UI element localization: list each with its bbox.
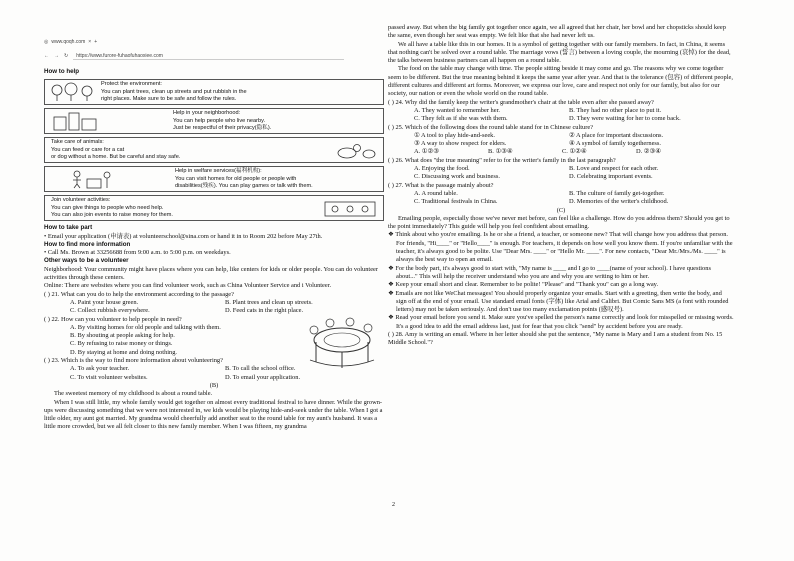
passage-c-tip: ❖ Keep your email short and clear. Remember to be polite! "Please" and "Thank you" can go a long way. [388,281,659,289]
option[interactable]: B. The culture of family get-together. [569,189,665,197]
question-24 [388,99,734,124]
option[interactable]: A. A round table. [414,189,458,197]
option[interactable]: A. They wanted to remember her. [414,106,500,114]
option: ① A tool to play hide-and-seek. [414,131,495,139]
option[interactable]: D. Celebrating important events. [569,173,653,181]
option[interactable]: D. Memories of the writer's childhood. [569,198,669,206]
round-table-illustration [306,310,378,372]
box-title: Protect the environment: [101,81,162,88]
question-stem: ( ) 26. What does "the true meaning" refer to for the writer's family in the last paragraph? [388,156,616,164]
option[interactable]: A. ①②③ [414,148,439,156]
option[interactable]: B. ①③④ [488,148,513,156]
passage-c-tip: ❖ Emails are not like WeChat messages! You should properly organize your emails. Start with a greeting, then write the body, and sign off at the end of your email. Use standard email fonts (字体) like Arial and Calibri. But Comic Sans MS (a font with rounded letters) may not be taken seriously. And don't use too many exclamation points (感叹号). [388,289,729,314]
question-stem: ( ) 24. Why did the family keep the writer's grandmother's chair at the table even after she passed away? [388,98,654,106]
box-line: You can feed or care for a cat [51,146,125,153]
option[interactable]: B. They had no other place to put it. [569,106,662,114]
url-field[interactable]: https://www.furore-fuhaofuhaoxiee.com [73,53,344,60]
box-title: Take care of animals: [51,139,104,146]
option: ③ A way to show respect for elders. [414,140,507,148]
box-title: Help in welfare services(福利机构): [175,168,262,175]
box-line: Just be respectful of their privacy(隐私). [173,125,272,132]
passage-c-tip: ❖ For the body part, it's always good to start with, "My name is ____ and I go to ____(name of your school). I have questions about..." This will help the receiver understand who you are and why you are writing to him or her. [388,264,711,280]
section-c-label: (C) [556,206,566,214]
question-stem: ( ) 27. What is the passage mainly about? [388,181,494,189]
section-b-label: (B) [209,381,219,389]
left-column [44,68,384,432]
close-icon[interactable]: × [88,38,92,45]
option[interactable]: D. ②③④ [636,148,661,156]
passage-c-intro: Emailing people, especially those we've never met before, can feel like a challenge. How do you address them? Should you get to the point immediately? This guide will help you feel confident about emailing. [388,214,730,231]
option[interactable]: D. To email your application. [225,373,301,381]
help-box-environment [44,79,384,105]
option[interactable]: D. By staying at home and doing nothing. [70,348,178,356]
option[interactable]: B. Love and respect for each other. [569,165,659,173]
neighborhood-text: Neighborhood: Your community might have places where you can help, like centers for kids or older people. You can do volunteer activities through these centers. [44,265,379,282]
browser-screenshot [44,36,344,64]
question-22-block [44,316,384,357]
passage-b-paragraph: The food on the table may change with time. The people sitting beside it may come and go. The reasons why we come together seem to be different. But the true meaning behind it keeps the same year after year. And that is the tolerance (包容) of different people, different cultures and different art forms. Moreover, we express our love, care and respect not only for our family, but also for our society, our nation or even the whole world on the round table. [388,65,733,98]
new-tab-icon[interactable]: + [94,38,98,45]
donation-icon [321,198,379,218]
option[interactable]: A. To ask your teacher. [70,365,130,373]
online-text: Online: There are websites where you can find volunteer work, such as China Volunteer Service and i Volunteer. [44,282,332,290]
right-column [388,24,734,348]
passage-b-paragraph: When I was still little, my whole family would get together on almost every traditional festival to have dinner. While the grown-ups were discussing something that we were not interested in, we kids would be playing hide-and-seek under the table. When I got a little older, my aunt got married. My grandma would cheerfully add another seat to the round table for my aunt's husband. It was a little more crowded, but we all felt closer to this new family member. When I was fifteen, my grandma [44,398,383,431]
option: ② A place for important discussions. [569,131,664,139]
tab-title: www.qoqh.com [51,38,86,45]
help-box-animals [44,137,384,163]
question-27 [388,182,734,207]
option[interactable]: C. By refusing to raise money or things. [70,340,173,348]
find-info-heading: How to find more information [44,240,131,248]
help-box-welfare [44,166,384,192]
option[interactable]: C. Traditional festivals in China. [414,198,498,206]
option[interactable]: B. Plant trees and clean up streets. [225,298,313,306]
passage-c-tip: ❖ Read your email before you send it. Make sure you've spelled the person's name correctly and look for misspelled or missing words. It's a good idea to add the email address last, just for fear that you click "send" by accident before you are ready. [388,314,734,330]
find-info-text: • Call Ms. Brown at 33256688 from 9:00 a.m. to 5:00 p.m. on weekdays. [44,249,231,257]
animals-icon [333,140,381,160]
browser-tab[interactable] [44,39,97,45]
box-line: You can also join events to raise money for them. [51,212,173,219]
question-28-stem: ( ) 28. Amy is writing an email. Where in her letter should she put the sentence, "My name is Mary and I am a student from No. 15 Middle School."? [388,330,723,347]
houses-icon [51,111,99,131]
globe-icon: ◎ [44,38,49,45]
help-box-neighborhood [44,108,384,134]
question-26 [388,157,734,182]
option[interactable]: A. Paint your house green. [70,298,139,306]
other-ways-heading: Other ways to be a volunteer [44,257,129,265]
box-line: You can plant trees, clean up streets and put rubbish in the [101,88,247,95]
question-stem: ( ) 23. Which is the way to find more information about volunteering? [44,357,223,365]
trees-icon [49,82,97,102]
option[interactable]: D. They were waiting for her to come back. [569,115,681,123]
option[interactable]: C. They felt as if she was with them. [414,115,508,123]
option[interactable]: A. By visiting homes for old people and talking with them. [70,323,221,331]
how-to-help-heading: How to help [44,68,80,75]
box-line: right places. Make sure to be safe and follow the rules. [101,96,237,103]
box-line: You can visit homes for old people or people with [175,175,297,182]
option[interactable]: C. Collect rubbish everywhere. [70,307,150,315]
passage-b-paragraph: passed away. But when the big family got together once again, we all agreed that her chair, her bowl and her chopsticks should keep the same, even though her seat was empty. We felt like that she had never left us. [388,24,726,40]
box-line: or dog without a home. But be careful and stay safe. [51,154,181,161]
address-bar [44,50,344,62]
question-25 [388,124,734,157]
passage-b-title: The sweetest memory of my childhood is about a round table. [54,390,213,398]
box-line: You can help people who live nearby. [173,117,266,124]
back-icon[interactable]: ← [44,53,49,59]
passage-c-tip: ❖ Think about who you're emailing. Is he or she a friend, a teacher, or someone new? That will change how you address that person. For friends, "Hi____" or "Hello____" is enough. For teachers, it depends on how well you know them. If you're unfamiliar with the teacher, it's always good to be polite. Use "Dear Mrs. ____" or "Hello Mr. ____". For new contacts, "Dear Mr./Mrs./Ms. ____" is always the best way to open an email. [388,231,733,264]
visit-icon [65,169,113,189]
forward-icon[interactable]: → [54,53,59,59]
passage-b-paragraph: We all have a table like this in our homes. It is a symbol of getting together with our family members. In fact, in China, it seems that nothing can't be solved over a round table. The marriage vows (誓言) between a loving couple, the mourning (哀悼) for the dead, the talks between business partners can all happen on a round table. [388,40,731,65]
take-part-text: • Email your application (申请表) at volunteerschool@sina.com or hand it in to Room 202 before May 27th. [44,232,323,240]
help-box-volunteer [44,195,384,221]
option[interactable]: C. To visit volunteer websites. [70,373,148,381]
option[interactable]: B. By shouting at people asking for help. [70,332,175,340]
tab-bar [44,36,344,47]
box-title: Join volunteer activities: [51,197,111,204]
question-stem: ( ) 22. How can you volunteer to help people in need? [44,315,182,323]
box-title: Help in your neighborhood: [173,110,241,117]
option[interactable]: C. Discussing work and business. [414,173,500,181]
option[interactable]: C. ①②④ [562,148,587,156]
page-number: 2 [392,502,395,508]
box-line: You can give things to people who need help. [51,204,164,211]
option[interactable]: B. To call the school office. [225,365,296,373]
option: ④ A symbol of family togetherness. [569,140,661,148]
reload-icon[interactable]: ↻ [64,53,69,59]
option[interactable]: D. Feed cats in the right place. [225,307,304,315]
box-line: disabilities(残疾). You can play games or talk with them. [175,183,313,190]
option[interactable]: A. Enjoying the food. [414,165,470,173]
question-stem: ( ) 25. Which of the following does the round table stand for in Chinese culture? [388,123,594,131]
question-stem: ( ) 21. What can you do to help the environment according to the passage? [44,290,234,298]
take-part-heading: How to take part [44,224,93,232]
